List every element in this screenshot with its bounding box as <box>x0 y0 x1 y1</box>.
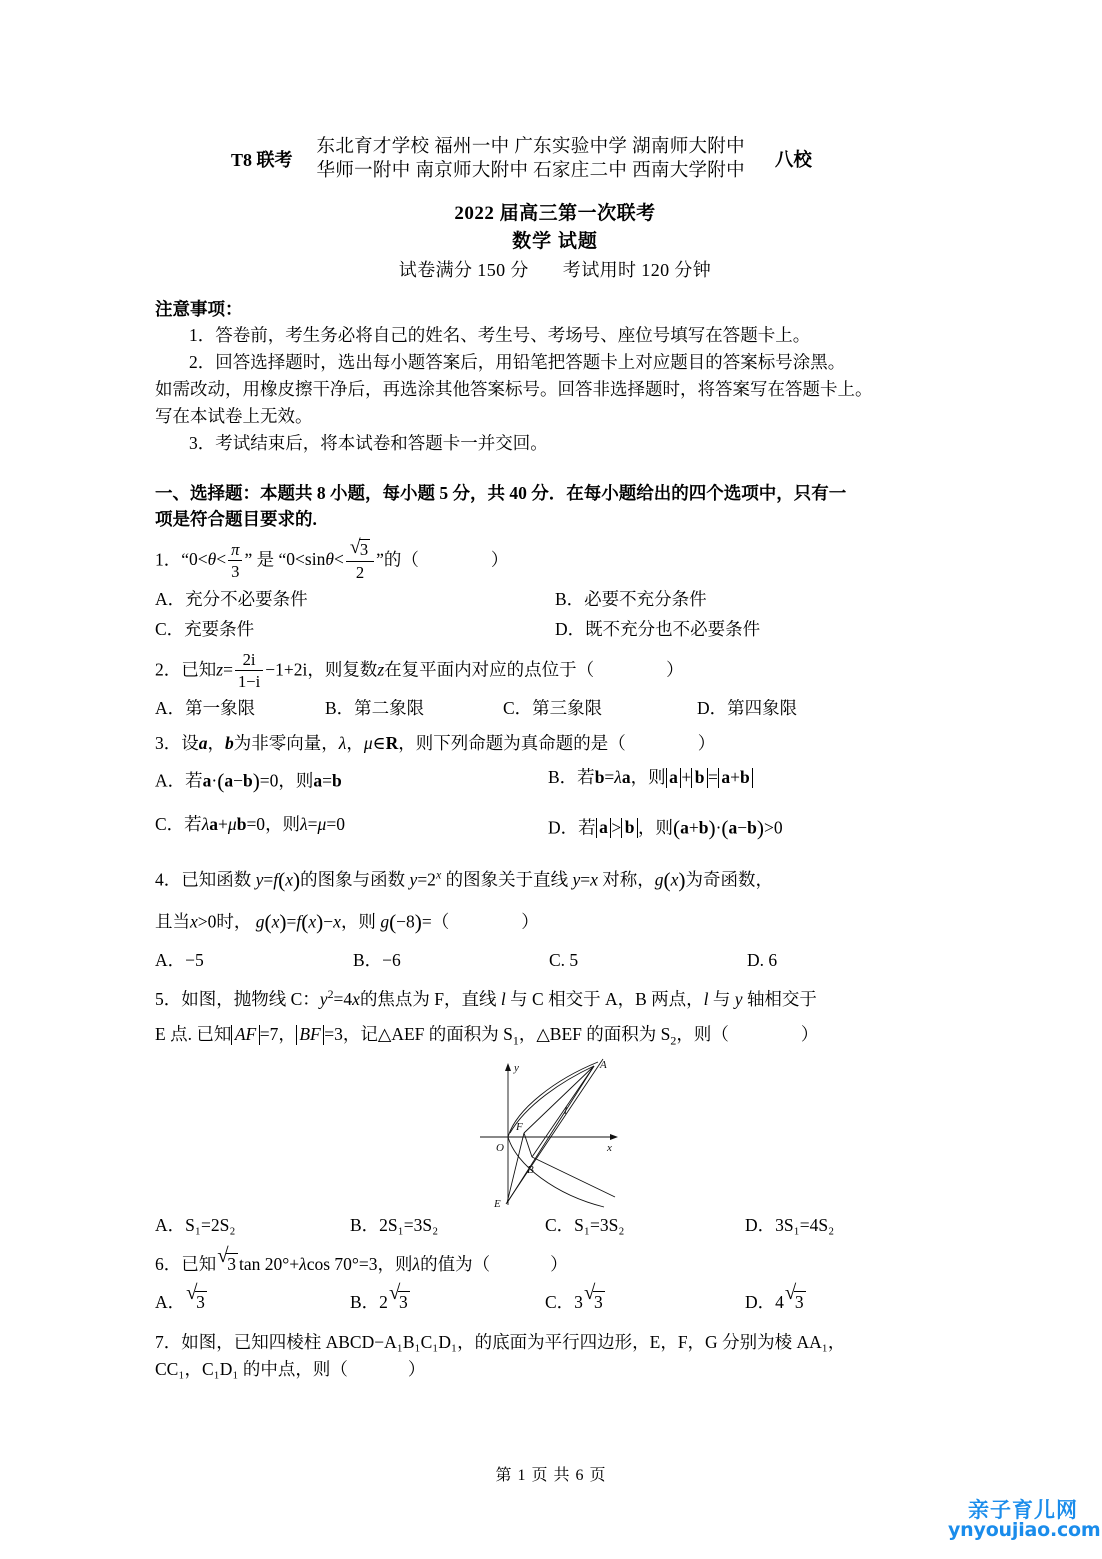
q1-sin: sin <box>304 549 326 570</box>
q7-line-2 <box>155 1356 955 1383</box>
q1-sqrt-3 <box>346 536 374 562</box>
q6-option-b[interactable] <box>350 1284 545 1321</box>
q7-l1: 如图，已知四棱柱 ABCD−A₁B₁C₁D₁，的底面为平行四边形，E，F，G 分别为棱 AA₁， <box>181 1332 846 1353</box>
title-block <box>155 200 955 286</box>
site-watermark <box>948 1498 1101 1541</box>
question-3 <box>155 730 955 757</box>
label-x: x <box>607 1142 612 1155</box>
sqrt-icon: √ 3 <box>349 536 369 560</box>
q6-a-radicand: 3 <box>196 1292 205 1313</box>
q7-close-paren: ） <box>407 1359 426 1380</box>
q3-d-then: ，则 <box>638 817 673 838</box>
q1-option-c[interactable]: C．充要条件 <box>155 618 255 639</box>
school-line-1: 东北育才学校 福州一中 广东实验中学 湖南师大附中 <box>316 136 745 157</box>
q2-z: z <box>216 659 224 680</box>
q3-comma-1: ， <box>207 733 225 753</box>
section-heading-line2: 项是符合题目要求的. <box>155 508 317 529</box>
q6-close-paren: ） <box>550 1254 568 1275</box>
q2-comma: ，则复数 <box>307 659 378 680</box>
q2-rest: 在复平面内对应的点位于（ <box>384 659 595 680</box>
q3-close-paren: ） <box>697 733 716 753</box>
q1-radicand: 3 <box>359 540 369 560</box>
q1-option-a[interactable]: A．充分不必要条件 <box>155 588 308 609</box>
q1-lt-3: < <box>295 549 305 570</box>
x-axis-arrow <box>610 1134 618 1140</box>
q3-a-tail: = <box>322 770 333 791</box>
q1-close-quote-2: ” <box>376 549 384 570</box>
q2-eq: = <box>223 659 233 680</box>
q3-a-prefix: A．若 <box>155 770 203 791</box>
q6-b-label: B．2 <box>350 1292 388 1313</box>
q1-fraction-sqrt3-2 <box>346 536 374 582</box>
question-3-options-row1 <box>155 759 955 804</box>
label-F: F <box>516 1121 523 1134</box>
masthead <box>155 128 955 190</box>
q6-b-radicand: 3 <box>398 1292 408 1313</box>
label-O: O <box>496 1142 504 1155</box>
segment-EF <box>507 1133 524 1203</box>
q1-denominator-2: 2 <box>355 562 365 582</box>
q2-lead: 已知 <box>181 659 217 680</box>
y-axis-arrow <box>505 1063 511 1071</box>
q5-close-paren: ） <box>800 1024 819 1045</box>
q6-option-d[interactable] <box>745 1284 807 1321</box>
q5-l2e: ，记△AEF 的面积为 S <box>342 1024 513 1045</box>
q3-a-then: ，则 <box>278 770 314 791</box>
q5-line-1: 5．如图，抛物线 C：$y^2=4x$的焦点为 F，直线 l 与 C 相交于 A，B 两点，l 与 y 轴相交于 <box>155 987 817 1010</box>
q2-option-d[interactable]: D．第四象限 <box>697 698 798 718</box>
q4-option-d[interactable]: D. 6 <box>747 950 778 971</box>
total-score-label: 试卷满分 150 分 <box>398 260 529 281</box>
q5-option-b[interactable]: B．2S₁=3S₂ <box>350 1215 439 1236</box>
q6-tail2: 的值为（ <box>420 1254 491 1275</box>
sqrt-icon: √ 3 <box>186 1282 205 1313</box>
q5-l1e: 轴相交于 <box>746 989 817 1010</box>
q1-close-paren: ） <box>490 549 509 570</box>
q5-l1b: 的焦点为 F，直线 <box>359 989 497 1010</box>
q5-l2a: E 点. 已知 <box>155 1024 232 1045</box>
question-6-options <box>155 1284 955 1321</box>
sqrt-icon: √ 3 <box>388 1282 408 1313</box>
notice-item-3: 3．考试结束后，将本试卷和答题卡一并交回。 <box>189 433 548 454</box>
q4-option-a[interactable]: A．−5 <box>155 950 204 971</box>
q6-d-radicand: 3 <box>794 1292 804 1313</box>
q6-lead: 已知 <box>181 1254 217 1275</box>
q3-lambda: λ <box>338 733 347 753</box>
q3-option-b[interactable]: B．若b=λa，则 a + b = a+b <box>548 759 753 804</box>
masthead-school-list <box>317 135 745 184</box>
q3-option-d[interactable]: D．若 a > b ，则(a+b)·(a−b)>0 <box>548 815 783 840</box>
q1-lt-4: < <box>333 549 344 570</box>
q7-number: 7． <box>155 1332 182 1353</box>
q1-open-quote-2: “ <box>278 549 287 570</box>
q5-l1c: 与 C 相交于 A，B 两点， <box>510 989 704 1010</box>
notices-list <box>155 322 955 458</box>
question-1 <box>155 536 955 583</box>
question-2-options <box>155 694 955 722</box>
q2-tail: −1+2i <box>265 659 308 680</box>
q5-l2g: ，则（ <box>676 1024 729 1045</box>
q3-option-a[interactable]: A．若a·(a−b)=0，则a=b <box>155 769 342 794</box>
q6-c-radicand: 3 <box>593 1292 603 1313</box>
q6-number: 6． <box>155 1254 182 1275</box>
exam-info <box>155 255 955 286</box>
segment-AE <box>507 1066 594 1203</box>
masthead-right-label: 八校 <box>774 151 812 171</box>
q5-option-c[interactable]: C．S₁=3S₂ <box>545 1215 625 1236</box>
label-y: y <box>514 1062 519 1075</box>
q1-denominator-3: 3 <box>231 561 240 581</box>
q5-l1a: 如图，抛物线 C： <box>181 989 320 1010</box>
q1-lt-2: < <box>216 549 227 570</box>
q4-l1c: 的图象关于直线 <box>445 869 569 890</box>
question-2 <box>155 651 955 692</box>
subject-title: 数学 试题 <box>512 230 598 252</box>
q2-option-b[interactable]: B．第二象限 <box>325 698 425 718</box>
page-footer <box>0 1462 1102 1485</box>
q3-b-then: ，则 <box>630 767 666 788</box>
sqrt-icon: √ 3 <box>784 1282 804 1313</box>
question-5-options <box>155 1211 955 1239</box>
q2-fraction <box>235 650 263 691</box>
q2-number: 2． <box>155 659 182 680</box>
q5-l2d: =3 <box>324 1024 343 1045</box>
q4-l1d: 对称， <box>602 869 655 890</box>
q3-vector-a: a <box>198 733 208 753</box>
q4-l2c: ，则 <box>340 911 376 932</box>
question-3-options-row2 <box>155 806 955 851</box>
q4-close-paren: ） <box>521 911 539 932</box>
q3-b-prefix: B．若 <box>548 767 595 788</box>
q1-shi: 是 <box>256 549 275 570</box>
q3-R: R <box>385 733 399 753</box>
question-6 <box>155 1247 955 1282</box>
exam-duration-label: 考试用时 120 分钟 <box>562 260 712 281</box>
q1-de: 的（ <box>383 549 419 570</box>
q3-mu: μ <box>363 733 373 753</box>
question-4-options <box>155 946 955 974</box>
page-content <box>155 128 955 1383</box>
q4-number: 4． <box>155 869 182 890</box>
q4-line-2: 且当x>0时， g(x)=f(x)−x，则 g(−8)=（ ） <box>155 910 539 935</box>
segment-B-tail <box>532 1157 615 1197</box>
q6-c-label: C．3 <box>545 1292 583 1313</box>
q1-fraction-pi-3 <box>228 540 242 581</box>
watermark-url-text: ynyoujiao.com <box>948 1519 1101 1541</box>
q1-expr-1 <box>189 539 244 581</box>
q6-radicand-1: 3 <box>227 1254 236 1275</box>
question-1-options-row2 <box>155 615 955 643</box>
q3-mid: 为非零向量， <box>233 733 339 753</box>
q6-tail: ，则 <box>377 1254 413 1275</box>
parabola-diagram <box>470 1057 640 1209</box>
q2-option-a[interactable]: A．第一象限 <box>155 698 256 718</box>
q5-l2c: ， <box>278 1024 296 1045</box>
label-E: E <box>494 1198 501 1210</box>
page-title: 2022 届高三第一次联考 <box>454 203 656 224</box>
q3-a-eq: =0 <box>259 770 279 791</box>
question-5 <box>155 982 955 1053</box>
q1-theta-1: θ <box>207 549 217 570</box>
q6-lambda-2: λ <box>412 1254 421 1275</box>
masthead-left-label: T8 联考 <box>231 150 293 170</box>
notices-heading: 注意事项： <box>155 298 243 319</box>
q2-z2: z <box>377 659 385 680</box>
question-7 <box>155 1329 955 1383</box>
q1-lt-1: < <box>197 549 208 570</box>
q1-open-quote: “ <box>181 549 190 570</box>
q4-l1b: 的图象与函数 <box>300 869 406 890</box>
q2-option-c[interactable]: C．第三象限 <box>503 698 603 718</box>
sqrt-icon: √ 3 <box>217 1245 236 1275</box>
q4-l2d: =（ <box>421 911 450 932</box>
q6-d-label: D．4 <box>745 1292 784 1313</box>
q3-d-prefix: D．若 <box>548 817 596 838</box>
q6-option-a[interactable] <box>155 1284 350 1321</box>
q3-number: 3． <box>155 733 182 753</box>
q5-l2b: =7 <box>259 1024 279 1045</box>
question-4 <box>155 859 955 944</box>
q3-option-c[interactable]: C．若λa+μb=0，则λ=μ=0 <box>155 813 345 834</box>
q3-vector-b: b <box>225 733 234 753</box>
q5-line-2: E 点. 已知 AF =7， BF =3，记△AEF 的面积为 $S_1$，△BEF 的面积为 $S_2$，则（ ） <box>155 1024 819 1048</box>
q1-close-quote-1: ” <box>244 549 253 570</box>
question-5-figure <box>155 1057 955 1209</box>
q5-option-d[interactable]: D．3S₁=4S₂ <box>745 1215 835 1236</box>
segment-AF <box>524 1066 594 1133</box>
q6-a-label: A． <box>155 1292 186 1313</box>
q4-option-b[interactable]: B．−6 <box>353 950 401 971</box>
q5-l1d: 与 <box>712 989 731 1010</box>
q4-l2a: 且当 <box>155 911 190 932</box>
question-1-options-row1 <box>155 585 955 613</box>
q7-line-1 <box>155 1329 955 1356</box>
q5-number: 5． <box>155 989 182 1010</box>
q4-l2b: 时， <box>216 911 252 932</box>
q3-in: ∈ <box>372 733 386 753</box>
q6-tan-term: tan 20°+ <box>239 1254 300 1275</box>
q1-zero: 0 <box>189 549 198 570</box>
q1-option-d[interactable]: D．既不充分也不必要条件 <box>555 618 761 639</box>
label-l: l <box>564 1105 568 1118</box>
q5-l2f: ，△BEF 的面积为 S <box>518 1024 671 1045</box>
notice-item-2-line1: 2．回答选择题时，选出每小题答案后，用铅笔把答题卡上对应题目的答案标号涂黑。 <box>189 352 846 373</box>
watermark-cn-text: 亲子育儿网 <box>968 1498 1078 1522</box>
q1-option-b[interactable]: B．必要不充分条件 <box>555 588 707 609</box>
q6-cos-term: cos 70°=3 <box>306 1254 378 1275</box>
q6-option-c[interactable] <box>545 1284 745 1321</box>
q1-zero-2: 0 <box>286 549 296 570</box>
q3-comma-2: ， <box>346 733 364 753</box>
label-A: A <box>600 1059 607 1072</box>
section-heading-line1: 一、选择题：本题共 8 小题，每小题 5 分，共 40 分．在每小题给出的四个选项中，只有一 <box>155 482 847 503</box>
page-number-text: 第 1 页 共 6 页 <box>495 1467 607 1484</box>
notice-item-1: 1．答卷前，考生务必将自己的姓名、考生号、考场号、座位号填写在答题卡上。 <box>189 324 811 345</box>
q1-number: 1． <box>155 549 182 570</box>
q7-l2: CC₁，C₁D₁ 的中点，则（ <box>155 1359 348 1380</box>
label-B: B <box>527 1164 534 1177</box>
q3-lead: 设 <box>181 733 199 753</box>
q3-tail: ，则下列命题为真命题的是（ <box>398 733 626 753</box>
q3-c-prefix: C．若 <box>155 813 202 834</box>
q2-denominator: 1−i <box>237 671 261 691</box>
sqrt-icon: √ 3 <box>583 1282 603 1313</box>
section-heading <box>155 480 955 533</box>
q5-option-a[interactable]: A．S₁=2S₂ <box>155 1215 236 1236</box>
notice-item-2-line2: 如需改动，用橡皮擦干净后，再选涂其他答案标号。回答非选择题时，将答案写在答题卡上。 <box>155 379 873 400</box>
q3-c-then: ，则 <box>265 813 301 834</box>
q4-l1a: 已知函数 <box>181 869 252 890</box>
q4-option-c[interactable]: C. 5 <box>549 950 579 971</box>
q4-l1e: 为奇函数， <box>685 869 774 890</box>
school-line-2: 华师一附中 南京师大附中 石家庄二中 西南大学附中 <box>316 161 745 181</box>
q1-theta-2: θ <box>325 549 334 570</box>
q4-line-1: 4．已知函数 y=f(x)的图象与函数 $y=2^x$ 的图象关于直线 y=x 对称，g(x)为奇函数， <box>155 867 774 892</box>
q2-numerator: 2i <box>235 650 263 671</box>
q2-close-paren: ） <box>666 659 684 680</box>
q6-lambda-1: λ <box>299 1254 307 1275</box>
q1-pi: π <box>228 540 242 561</box>
q1-expr-2 <box>286 536 376 582</box>
notice-item-2-line3: 写在本试卷上无效。 <box>155 406 313 427</box>
